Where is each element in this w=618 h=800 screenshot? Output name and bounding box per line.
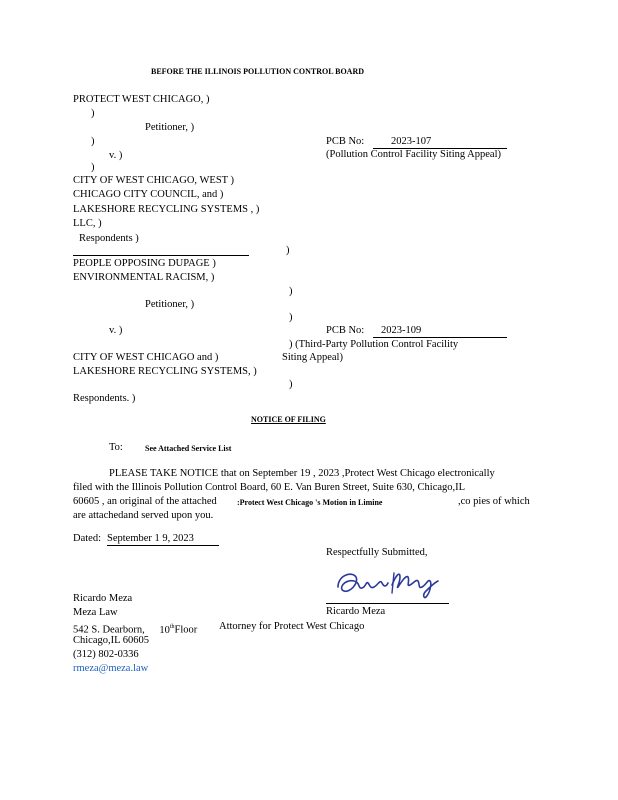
case1-paren: )	[91, 108, 95, 119]
case2-paren: )	[289, 286, 293, 297]
to-value: See Attached Service List	[145, 444, 232, 453]
notice-paragraph-line: PLEASE TAKE NOTICE that on September 19 , 2023 ,Protect West Chicago electronically	[109, 468, 495, 479]
case2-paren: )	[289, 312, 293, 323]
contact-email-link[interactable]: rmeza@meza.law	[73, 663, 149, 674]
case2-petitioner-line: PEOPLE OPPOSING DUPAGE )	[73, 258, 216, 269]
case1-respondent-line: LLC, )	[73, 218, 102, 229]
case1-respondent-line: CHICAGO CITY COUNCIL, and )	[73, 189, 224, 200]
case1-paren: )	[91, 136, 95, 147]
case1-respondent-line: CITY OF WEST CHICAGO, WEST )	[73, 175, 235, 186]
signature-image	[334, 565, 444, 603]
case1-versus: v. )	[109, 150, 123, 161]
case1-pcb-number: 2023-107	[391, 136, 432, 147]
motion-title: :Protect West Chicago 's Motion in Limine	[237, 498, 383, 507]
case1-petitioner-label: Petitioner, )	[145, 122, 195, 133]
dated-value: September 1 9, 2023	[107, 533, 194, 544]
case2-pcb-description: ) (Third-Party Pollution Control Facility	[289, 339, 459, 350]
case2-pcb-label: PCB No:	[326, 325, 365, 336]
case1-respondent-line: LAKESHORE RECYCLING SYSTEMS , )	[73, 204, 260, 215]
address-street: 542 S. Dearborn,	[73, 624, 145, 636]
signer-role: Attorney for Protect West Chicago	[219, 621, 365, 632]
board-heading: BEFORE THE ILLINOIS POLLUTION CONTROL BOARD	[151, 67, 365, 76]
dated-underline	[107, 545, 219, 546]
dated-label: Dated:	[73, 533, 101, 544]
contact-firm: Meza Law	[73, 607, 118, 618]
signature-line	[326, 603, 449, 604]
case2-petitioner-line: ENVIRONMENTAL RACISM, )	[73, 272, 215, 283]
address-floor-word: Floor	[174, 624, 198, 636]
case1-paren: )	[286, 245, 290, 256]
respectfully-submitted: Respectfully Submitted,	[326, 547, 428, 558]
case1-respondents-label: Respondents )	[79, 233, 139, 244]
case2-pcb-underline	[373, 337, 507, 338]
case2-pcb-number: 2023-109	[381, 325, 422, 336]
notice-paragraph-line: filed with the Illinois Pollution Control Board, 60 E. Van Buren Street, Suite 630, Chicago,IL	[73, 482, 466, 493]
case1-petitioner-name: PROTECT WEST CHICAGO, )	[73, 94, 210, 105]
address-floor-suffix: th	[169, 624, 175, 630]
contact-name: Ricardo Meza	[73, 593, 133, 604]
case1-pcb-label: PCB No:	[326, 136, 365, 147]
case2-petitioner-label: Petitioner, )	[145, 299, 195, 310]
address-floor-number: 10	[159, 624, 170, 636]
signer-name: Ricardo Meza	[326, 606, 386, 617]
notice-of-filing-heading: NOTICE OF FILING	[251, 415, 326, 424]
contact-city: Chicago,IL 60605	[73, 635, 150, 646]
notice-paragraph-line: 60605 , an original of the attached	[73, 496, 217, 507]
case2-paren: )	[289, 379, 293, 390]
case2-respondent-line: CITY OF WEST CHICAGO and )	[73, 352, 219, 363]
contact-phone: (312) 802-0336	[73, 649, 139, 660]
case1-paren: )	[91, 162, 95, 173]
case2-respondents-label: Respondents. )	[73, 393, 136, 404]
case2-respondent-line: LAKESHORE RECYCLING SYSTEMS, )	[73, 366, 257, 377]
to-label: To:	[109, 442, 123, 453]
case2-versus: v. )	[109, 325, 123, 336]
notice-paragraph-line: ,co pies of which	[458, 496, 530, 507]
caption-divider	[73, 255, 249, 256]
notice-paragraph-line: are attachedand served upon you.	[73, 510, 214, 521]
case2-siting-appeal: Siting Appeal)	[282, 352, 343, 363]
case1-pcb-description: (Pollution Control Facility Siting Appeal)	[326, 149, 501, 160]
